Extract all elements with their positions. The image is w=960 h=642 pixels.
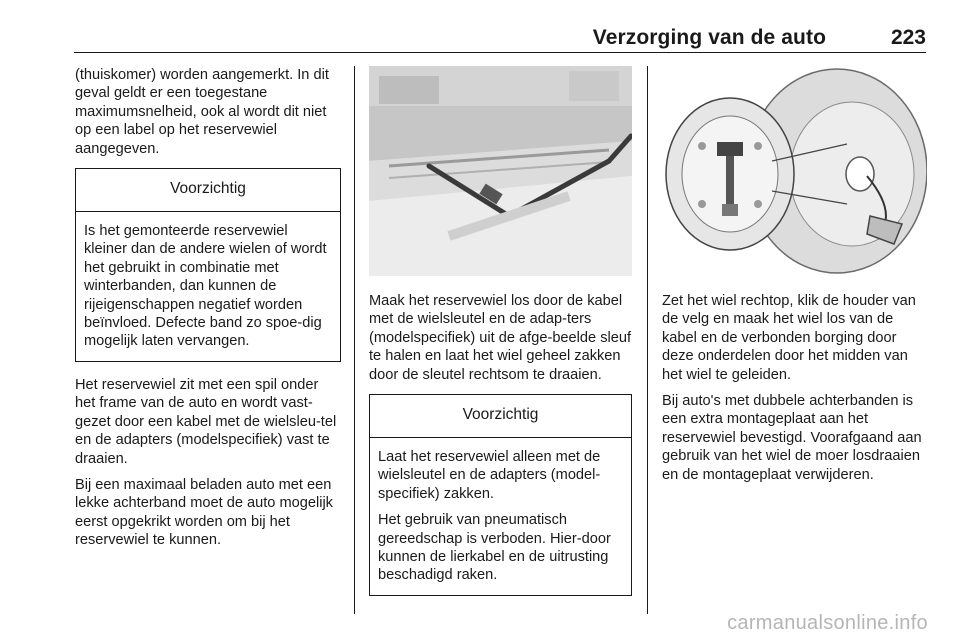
caution-text: Is het gemonteerde reservewiel kleiner dan de andere wielen of wordt het gebruikt in combinatie met winterbanden, dan kunnen de rijeigenschappen negatief worden beïnvloed. Defecte band zo spoe-dig mogelijk laten vervangen. (84, 223, 327, 350)
caution-text: Het gebruik van pneumatisch gereedschap is verboden. Hier-door kunnen de lierkabel en de uitrusting beschadigd raken. (378, 512, 611, 584)
caution-body (76, 212, 340, 361)
intro-paragraph: (thuiskomer) worden aangemerkt. In dit geval geldt er een toegestane maximumsnelheid, ook al wordt dit niet op een label op het reservewiel aangegeven. (75, 67, 329, 157)
paragraph: Bij auto's met dubbele achterbanden is een extra montageplaat aan het reservewiel bevestigd. Voorafgaand aan gebruik van het wiel de moer losdraaien en de montageplaat verwijderen. (662, 393, 922, 483)
column-divider (354, 66, 355, 614)
caution-body (370, 438, 631, 595)
caution-heading: Voorzichtig (76, 169, 340, 212)
column-1 (75, 66, 341, 558)
caution-box-2 (369, 394, 632, 596)
caution-heading: Voorzichtig (370, 395, 631, 438)
paragraph: Maak het reservewiel los door de kabel met de wielsleutel en de adap-ters (modelspecifiek) uit de afge-beelde sleuf te halen en laat het wiel geheel zakken door de sleutel rechtsom te draaien. (369, 293, 632, 383)
wheel-wrench-illustration (369, 66, 632, 276)
column-3 (662, 66, 927, 492)
watermark: carmanualsonline.info (727, 612, 928, 634)
page-header (74, 26, 926, 53)
paragraph: Het reservewiel zit met een spil onder het frame van de auto en wordt vast-gezet door een kabel met de wielsleu-tel en de adapters (modelspecifiek) vast te draaien. (75, 376, 337, 467)
spare-wheel-illustration (662, 66, 927, 276)
page-number: 223 (890, 26, 926, 49)
paragraph: Zet het wiel rechtop, klik de houder van de velg en maak het wiel los van de kabel en de verbonden borging door deze onderdelen door het midden van het wiel te geleiden. (662, 293, 916, 383)
figure-wheel-wrench (369, 66, 632, 276)
caution-text: Laat het reservewiel alleen met de wielsleutel en de adapters (model-specifiek) zakken. (378, 449, 601, 502)
caution-box-1 (75, 168, 341, 362)
column-divider (647, 66, 648, 614)
figure-spare-wheel (662, 66, 927, 276)
column-2 (369, 66, 632, 610)
paragraph: Bij een maximaal beladen auto met een lekke achterband moet de auto mogelijk eerst opgekrikt worden om bij het reservewiel te kunnen. (75, 476, 333, 549)
page-title: Verzorging van de auto (592, 26, 826, 49)
